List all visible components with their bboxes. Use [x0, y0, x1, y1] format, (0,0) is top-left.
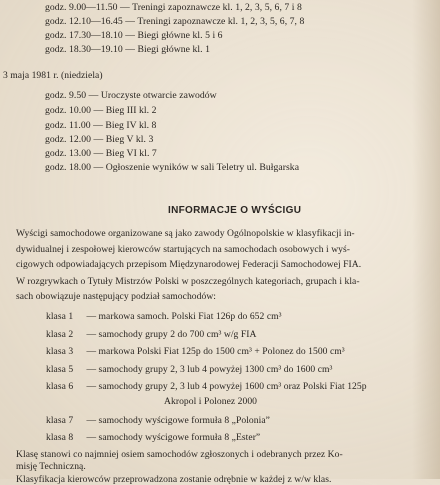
intro-line: cigowych odpowiadających przepisom Międzynarodowej Federacji Samochodowej FIA.	[16, 259, 362, 270]
class-label: klasa 8	[46, 432, 74, 443]
class-desc: — samochody grupy 2 do 700 cm³ w/g FIA	[86, 329, 257, 340]
class-row	[46, 415, 270, 426]
schedule-event: — Treningi zapoznawcze kl. 1, 2, 3, 5, 6, 7, 8	[125, 16, 305, 27]
class-desc: — samochody grupy 2, 3 lub 4 powyżej 1600 cm³ oraz Polski Fiat 125p	[86, 381, 367, 392]
schedule-row	[45, 16, 304, 27]
schedule-event: — Ogłoszenie wyników w sali Teletry ul. Bułgarska	[93, 162, 300, 173]
closing-line: Klasyfikacja kierowców przeprowadzona zostanie odrębnie w każdej z w/w klas.	[16, 474, 332, 485]
closing-line: Klasę stanowi co najmniej osiem samochodów zgłoszonych i odebranych przez Ko-	[16, 449, 343, 460]
date-heading: 3 maja 1981 r. (niedziela)	[3, 70, 103, 81]
schedule-time: godz. 18.30—19.10	[45, 44, 123, 55]
paper-edge-shadow	[412, 0, 440, 479]
class-label: klasa 6	[46, 381, 74, 392]
schedule-time: godz. 12.10—16.45	[45, 16, 123, 27]
schedule-event: — Biegi główne kl. 1	[125, 44, 210, 55]
schedule-event: — Uroczyste otwarcie zawodów	[88, 90, 217, 101]
class-row	[46, 329, 256, 340]
schedule-row	[45, 90, 217, 101]
class-desc: — samochody wyścigowe formuła 8 „Polonia”	[86, 415, 270, 426]
class-label: klasa 5	[46, 364, 74, 375]
schedule-time: godz. 9.50	[45, 90, 87, 101]
class-desc: — markowa Polski Fiat 125p do 1500 cm³ + Polonez do 1500 cm³	[86, 346, 345, 357]
schedule-event: — Bieg IV kl. 8	[93, 120, 157, 131]
class-row	[46, 311, 282, 322]
class-label: klasa 2	[46, 329, 74, 340]
class-desc: — samochody wyścigowe formuła 8 „Ester”	[86, 432, 261, 443]
schedule-time: godz. 13.00	[45, 148, 92, 159]
class-label: klasa 7	[46, 415, 74, 426]
schedule-row	[45, 162, 299, 173]
class-desc: — markowa samoch. Polski Fiat 126p do 652 cm³	[86, 311, 282, 322]
class-row	[46, 346, 345, 357]
schedule-time: godz. 17.30—18.10	[45, 30, 123, 41]
schedule-time: godz. 11.00	[45, 120, 91, 131]
class-row	[46, 364, 332, 375]
schedule-event: — Treningi zapoznawcze kl. 1, 2, 3, 5, 6, 7 i 8	[120, 2, 302, 13]
class-row	[46, 432, 260, 443]
closing-line: misję Techniczną.	[16, 461, 86, 472]
schedule-event: — Bieg V kl. 3	[93, 134, 154, 145]
schedule-row	[45, 105, 156, 116]
schedule-time: godz. 18.00	[45, 162, 92, 173]
schedule-row	[45, 44, 210, 55]
class-row-continuation: Akropol i Polonez 2000	[164, 396, 258, 407]
schedule-time: godz. 12.00	[45, 134, 92, 145]
intro-line: W rozgrywkach o Tytuły Mistrzów Polski w poszczególnych kategoriach, grupach i kla-	[16, 276, 360, 287]
schedule-row	[45, 120, 156, 131]
schedule-row	[45, 30, 223, 41]
section-title: INFORMACJE O WYŚCIGU	[168, 205, 302, 216]
schedule-row	[45, 2, 302, 13]
intro-line: Wyścigi samochodowe organizowane są jako zawody Ogólnopolskie w klasyfikacji in-	[16, 228, 355, 239]
schedule-time: godz. 10.00	[45, 105, 92, 116]
schedule-row	[45, 134, 153, 145]
intro-line: sach obowiązuje następujący podział samochodów:	[16, 291, 217, 302]
schedule-event: — Bieg VI kl. 7	[93, 148, 157, 159]
class-label: klasa 3	[46, 346, 74, 357]
intro-line: dywidualnej i zespołowej kierowców startujących na samochodach osobowych i wyś-	[16, 244, 351, 255]
schedule-event: — Biegi główne kl. 5 i 6	[125, 30, 223, 41]
class-desc: — samochody grupy 2, 3 lub 4 powyżej 1300 cm³ do 1600 cm³	[86, 364, 333, 375]
schedule-event: — Bieg III kl. 2	[93, 105, 157, 116]
schedule-row	[45, 148, 157, 159]
class-row	[46, 381, 367, 392]
schedule-time: godz. 9.00—11.50	[45, 2, 118, 13]
class-label: klasa 1	[46, 311, 74, 322]
